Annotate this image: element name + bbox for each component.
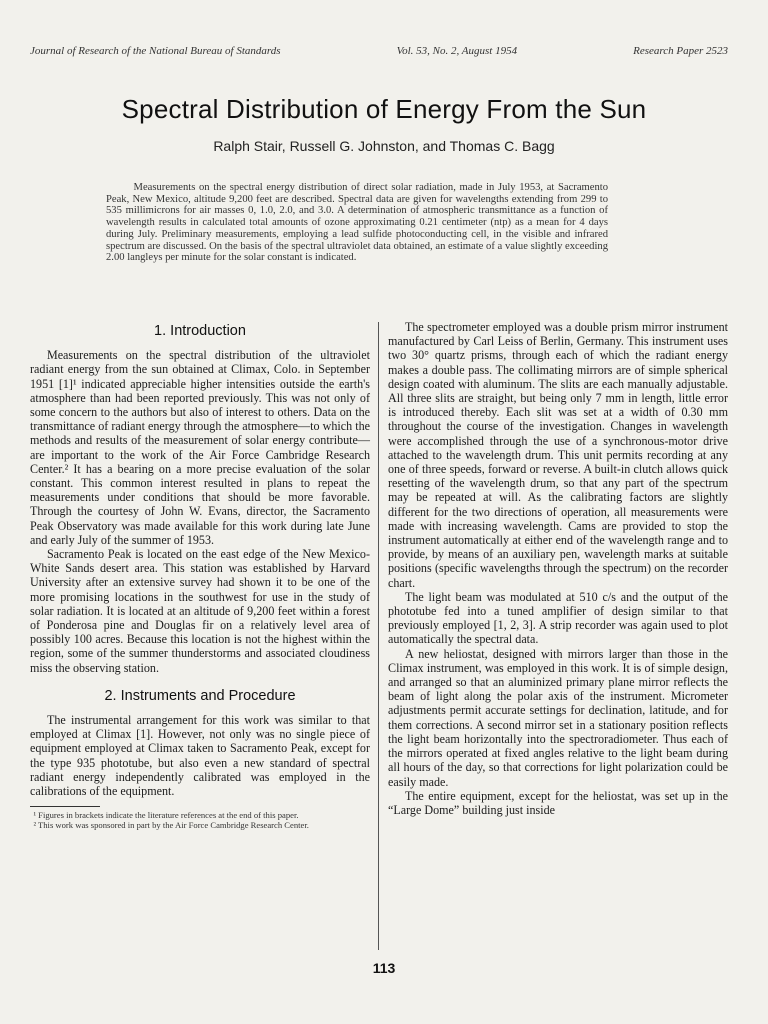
heliostat-paragraph: A new heliostat, designed with mirrors larger than those in the Climax instrument, was employed in this work. It is of simple design, and arranged so that an aluminized primary plane mirror reflects the beam of light along the polar axis of the instrument. Micrometer adjustments permit accurate settings for declination, latitude, and for them corrections. A second mirror set in a stationary position reflects the light beam horizontally into the spectroradiometer. Thus each of the mirrors operated at fixed angles relative to the light beam during all hours of the day, so that corrections for light polarization could be easily made. (388, 646, 728, 789)
paper-number: Research Paper 2523 (633, 45, 728, 57)
intro-paragraph-2: Sacramento Peak is located on the east edge of the New Mexico-White Sands desert area. This station was established by Harvard University after an extensive survey had shown it to be one of the more promising locations in the southwest for use in the study of solar radiation. It is located at an altitude of 9,200 feet within a forest of Ponderosa pine and Douglas fir on a relatively level area of possibly 100 acres. Because this location is not the highest within the region, some of the summer thunderstorms and associated cloudiness miss the observing station. (30, 547, 370, 675)
paper-title: Spectral Distribution of Energy From the Sun (121, 94, 647, 124)
right-column (388, 320, 728, 817)
light-beam-paragraph: The light beam was modulated at 510 c/s and the output of the phototube fed into a tuned amplifier of design similar to that previously employed [1, 2, 3]. A strip recorder was again used to plot automatically the spectral data. (388, 589, 728, 647)
instruments-paragraph-1: The instrumental arrangement for this work was similar to that employed at Climax [1]. However, not only was no single piece of equipment employed at Climax taken to Sacramento Peak, except for the type 935 phototube, but also even a new standard of spectral radiant energy independently calibrated was employed in the calibrations of the equipment. (30, 713, 370, 799)
equipment-paragraph: The entire equipment, except for the heliostat, was set up in the “Large Dome” building just inside (388, 788, 728, 817)
volume-info: Vol. 53, No. 2, August 1954 (396, 45, 518, 57)
running-header (30, 45, 728, 57)
instruments-heading: 2. Instruments and Procedure (104, 687, 296, 704)
paper-authors: Ralph Stair, Russell G. Johnston, and Thomas C. Bagg (213, 138, 555, 154)
left-column (30, 320, 370, 830)
footnote-2: ² This work was sponsored in part by the Air Force Cambridge Research Center. (33, 819, 309, 830)
journal-name: Journal of Research of the National Bureau of Standards (30, 45, 281, 57)
page-number: 113 (372, 960, 396, 976)
footnote-rule (30, 806, 100, 807)
column-divider (378, 322, 379, 950)
footnote-1: ¹ Figures in brackets indicate the literature references at the end of this paper. (33, 810, 299, 821)
abstract: Measurements on the spectral energy distribution of direct solar radiation, made in July 1953, at Sacramento Peak, New Mexico, altitude 9,200 feet are described. Spectral data are given for wavelengths extending from 299 to 535 millimicrons for air masses 0, 1.0, 2.0, and 3.0. A determination of atmospheric transmittance as a function of wavelength results in calculated total amounts of ozone approximating 0.21 centimeter (ntp) as a mean for 4 days during July. Preliminary measurements, employing a lead sulfide photoconducting cell, in the visible and infrared spectrum are discussed. On the basis of the spectral ultraviolet data obtained, an estimate of a value slightly exceeding 2.00 langleys per minute for the solar constant is indicated. (106, 182, 608, 264)
intro-paragraph-1: Measurements on the spectral distribution of the ultraviolet radiant energy from the sun obtained at Climax, Colo. in September 1951 [1]¹ indicated appreciable higher intensities outside the earth's atmosphere than had been reported previously. This was not only of some concern to the authors but also of interest to others. Data on the transmittance of radiant energy through the atmosphere—to which the methods and results of the measurement of solar energy contribute—are important to the work of the Air Force Cambridge Research Center.² It has a bearing on a more precise evaluation of the solar constant. This common interest resulted in plans to repeat the measurements under conditions that should be more favorable. Through the courtesy of John W. Evans, director, the Sacramento Peak Observatory was made available for this work during late June and early July of the summer of 1953. (30, 348, 370, 547)
intro-heading: 1. Introduction (154, 323, 246, 339)
spectrometer-paragraph: The spectrometer employed was a double prism mirror instrument manufactured by Carl Leiss of Berlin, Germany. This instrument uses two 30° quartz prisms, through each of which the radiant energy makes a double pass. The collimating mirrors are of simple spherical design coated with aluminum. The slits are each manually adjustable. All three slits are straight, but being only 7 mm in length, little error is introduced thereby. Each slit was set at a width of 0.30 mm throughout the course of the investigation. Changes in wavelength were accomplished through the use of a synchronous-motor drive attached to the wavelength drum. This unit permits recording at any one of three speeds, forward or reverse. A built-in clutch allows quick resetting of the wavelength drum, so that any part of the spectrum may be repeated at will. As the calibrating factors are slightly different for the two directions of operation, all measurements were made with increasing wavelength. Cams are provided to stop the instrument automatically at either end of the wavelength range and to provide, by means of an auxiliary pen, wavelength marks at suitable positions (specific wavelengths through the spectrum) on the recorder chart. (388, 320, 728, 590)
